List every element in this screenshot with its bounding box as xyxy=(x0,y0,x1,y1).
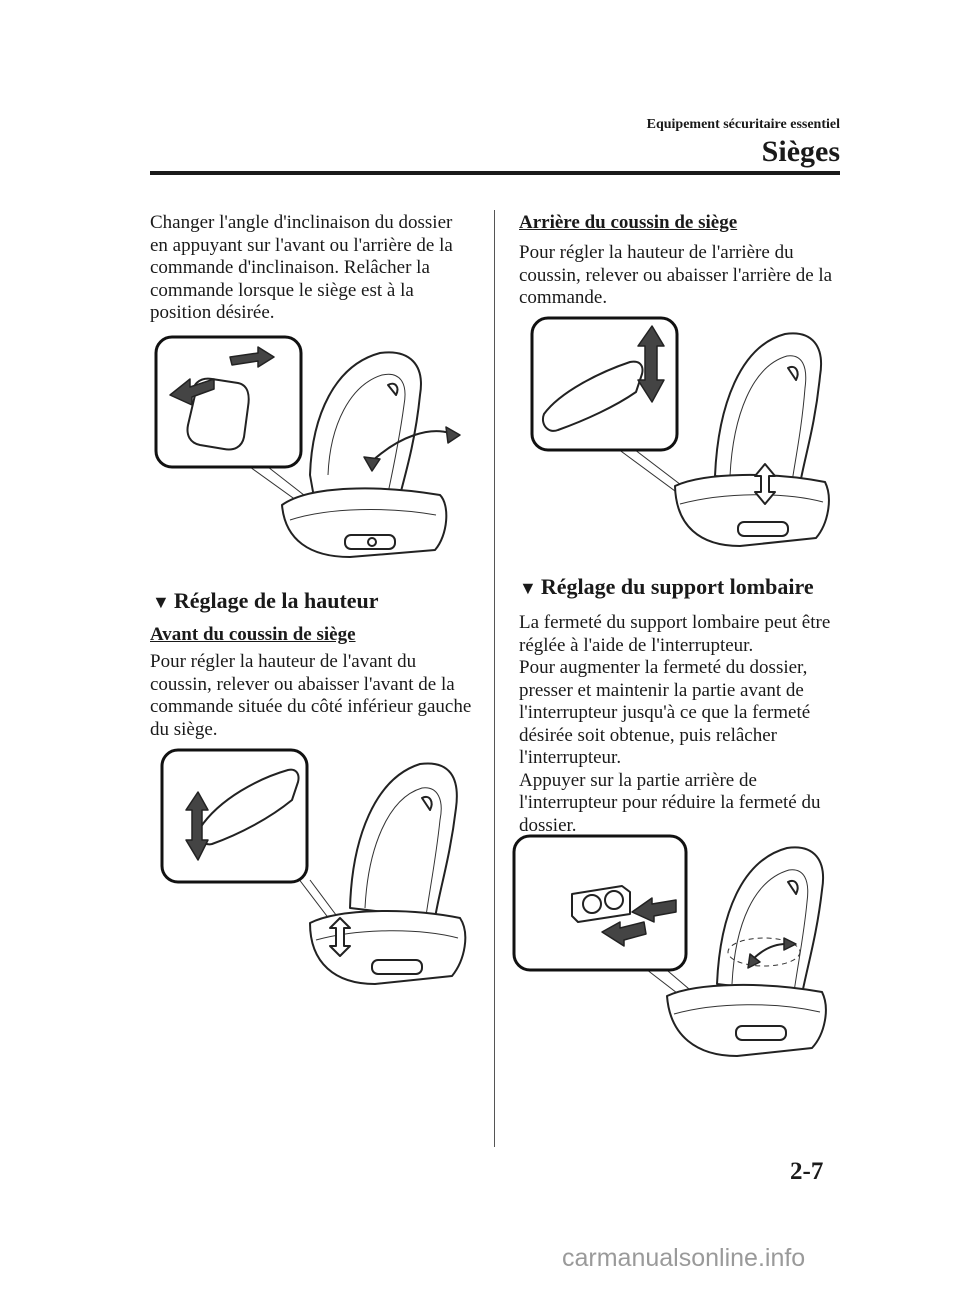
recline-instructions: Changer l'angle d'inclinaison du dossier en appuyant sur l'avant ou l'arrière de la commande d'inclinaison. Relâcher la commande lorsque le siège est à la position désirée. xyxy=(150,212,453,323)
figure-lumbar-seat xyxy=(512,834,842,1074)
header-rule xyxy=(150,171,840,175)
lumbar-control xyxy=(736,1026,786,1040)
figure-front-height-seat xyxy=(160,748,480,988)
seat-cushion xyxy=(667,985,826,1056)
column-divider xyxy=(494,210,495,1147)
figure-recline-seat xyxy=(150,335,480,565)
section-title: Sièges xyxy=(761,135,840,168)
height-heading: ▼ Réglage de la hauteur xyxy=(152,588,379,613)
recline-control xyxy=(345,535,395,549)
lumbar-heading: ▼ Réglage du support lombaire xyxy=(519,574,814,599)
height-control xyxy=(372,960,422,974)
height-control xyxy=(738,522,788,536)
rear-cushion-instructions: Pour régler la hauteur de l'arrière du coussin, relever ou abaisser l'arrière de la commande. xyxy=(519,242,833,308)
front-cushion-instructions: Pour régler la hauteur de l'avant du coussin, relever ou abaisser l'avant de la commande située du côté inférieur gauche du siège. xyxy=(150,651,472,740)
seat-back xyxy=(310,352,421,503)
rear-cushion-subheading: Arrière du coussin de siège xyxy=(519,212,738,233)
page-number: 2-7 xyxy=(790,1158,824,1185)
section-label: Equipement sécuritaire essentiel xyxy=(646,117,840,132)
lumbar-instructions: La fermeté du support lombaire peut être réglée à l'aide de l'interrupteur. Pour augmenter la fermeté du dossier, presser et maintenir la partie avant de l'interrupteur jusqu'à ce que la fermeté désirée soit obtenue, puis relâcher l'interrupteur. Appuyer sur la partie arrière de l'interrupteur pour réduire la fermeté du dossier. xyxy=(519,612,831,836)
front-cushion-subheading: Avant du coussin de siège xyxy=(150,624,356,645)
figure-rear-height-seat xyxy=(530,316,840,556)
footer-watermark[interactable]: carmanualsonline.info xyxy=(562,1244,806,1272)
